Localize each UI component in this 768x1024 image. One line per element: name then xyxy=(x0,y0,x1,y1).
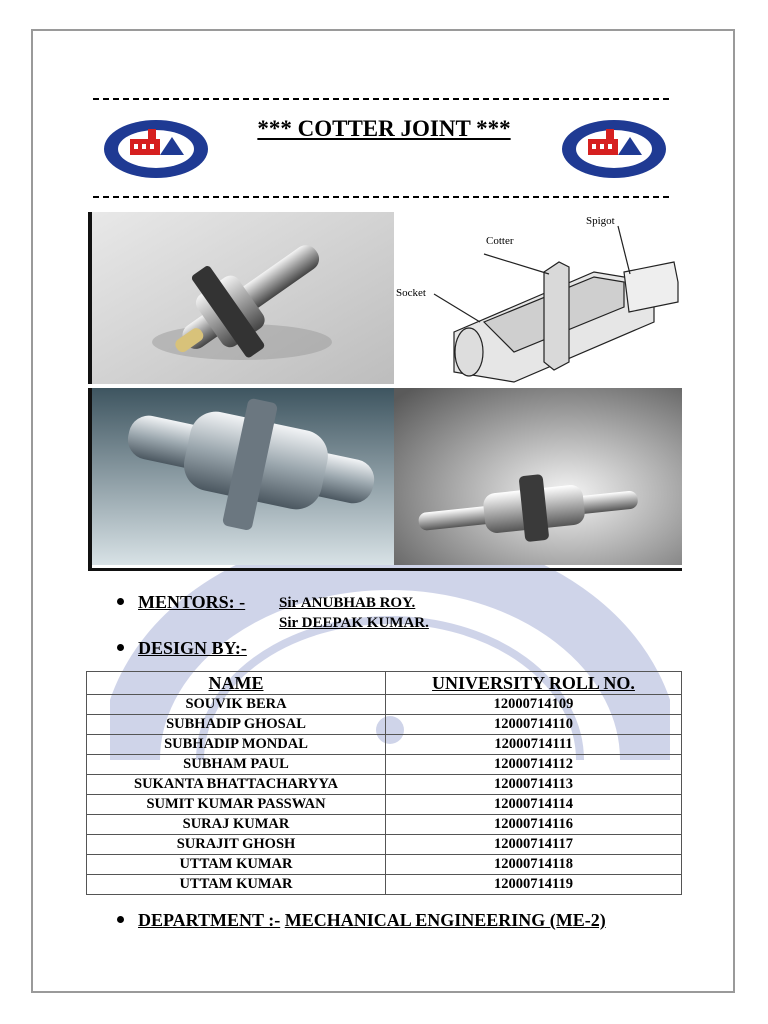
member-name: SUBHADIP MONDAL xyxy=(87,735,386,755)
table-row xyxy=(87,735,682,755)
render-bottom-left xyxy=(88,388,398,571)
member-name: SUKANTA BHATTACHARYYA xyxy=(87,775,386,795)
label-socket: Socket xyxy=(396,287,426,299)
member-roll: 12000714118 xyxy=(386,855,682,875)
label-spigot: Spigot xyxy=(586,215,615,227)
table-row xyxy=(87,695,682,715)
mentor-name-2: Sir DEEPAK KUMAR. xyxy=(279,615,429,631)
department-label: DEPARTMENT :- xyxy=(138,910,281,930)
member-roll: 12000714114 xyxy=(386,795,682,815)
design-by-label: DESIGN BY:- xyxy=(138,638,247,658)
member-name: UTTAM KUMAR xyxy=(87,875,386,895)
column-header-roll: UNIVERSITY ROLL NO. xyxy=(386,672,682,695)
college-logo-left xyxy=(102,119,210,179)
render-top-left xyxy=(88,212,398,384)
member-name: SOUVIK BERA xyxy=(87,695,386,715)
mentors-bullet xyxy=(117,592,245,613)
design-team-table xyxy=(86,671,682,895)
table-row xyxy=(87,755,682,775)
cutaway-diagram xyxy=(394,212,682,384)
column-header-name: NAME xyxy=(87,672,386,695)
render-bottom-right xyxy=(394,388,682,571)
member-name: SURAJ KUMAR xyxy=(87,815,386,835)
member-roll: 12000714109 xyxy=(386,695,682,715)
member-roll: 12000714119 xyxy=(386,875,682,895)
table-row xyxy=(87,795,682,815)
member-roll: 12000714116 xyxy=(386,815,682,835)
college-logo-right xyxy=(560,119,668,179)
department-value: MECHANICAL ENGINEERING (ME-2) xyxy=(284,910,606,930)
mentors-label: MENTORS: - xyxy=(138,592,246,612)
member-roll: 12000714113 xyxy=(386,775,682,795)
member-roll: 12000714112 xyxy=(386,755,682,775)
member-name: SUBHADIP GHOSAL xyxy=(87,715,386,735)
bullet-dot xyxy=(117,644,124,651)
member-name: SUMIT KUMAR PASSWAN xyxy=(87,795,386,815)
member-name: SUBHAM PAUL xyxy=(87,755,386,775)
top-dashed-rule xyxy=(93,98,669,100)
member-name: UTTAM KUMAR xyxy=(87,855,386,875)
table-row xyxy=(87,815,682,835)
table-row xyxy=(87,715,682,735)
bottom-dashed-rule xyxy=(93,196,669,198)
mentor-name-1: Sir ANUBHAB ROY. xyxy=(279,595,416,611)
bullet-dot xyxy=(117,598,124,605)
table-row xyxy=(87,855,682,875)
member-name: SURAJIT GHOSH xyxy=(87,835,386,855)
table-row xyxy=(87,875,682,895)
design-by-bullet xyxy=(117,638,247,659)
table-header-row xyxy=(87,672,682,695)
member-roll: 12000714110 xyxy=(386,715,682,735)
member-roll: 12000714111 xyxy=(386,735,682,755)
label-cotter: Cotter xyxy=(486,235,514,247)
department-bullet xyxy=(117,910,606,931)
member-roll: 12000714117 xyxy=(386,835,682,855)
page-title: *** COTTER JOINT *** xyxy=(257,116,511,141)
table-row xyxy=(87,835,682,855)
cotter-joint-figures xyxy=(88,212,682,568)
bullet-dot xyxy=(117,916,124,923)
table-row xyxy=(87,775,682,795)
